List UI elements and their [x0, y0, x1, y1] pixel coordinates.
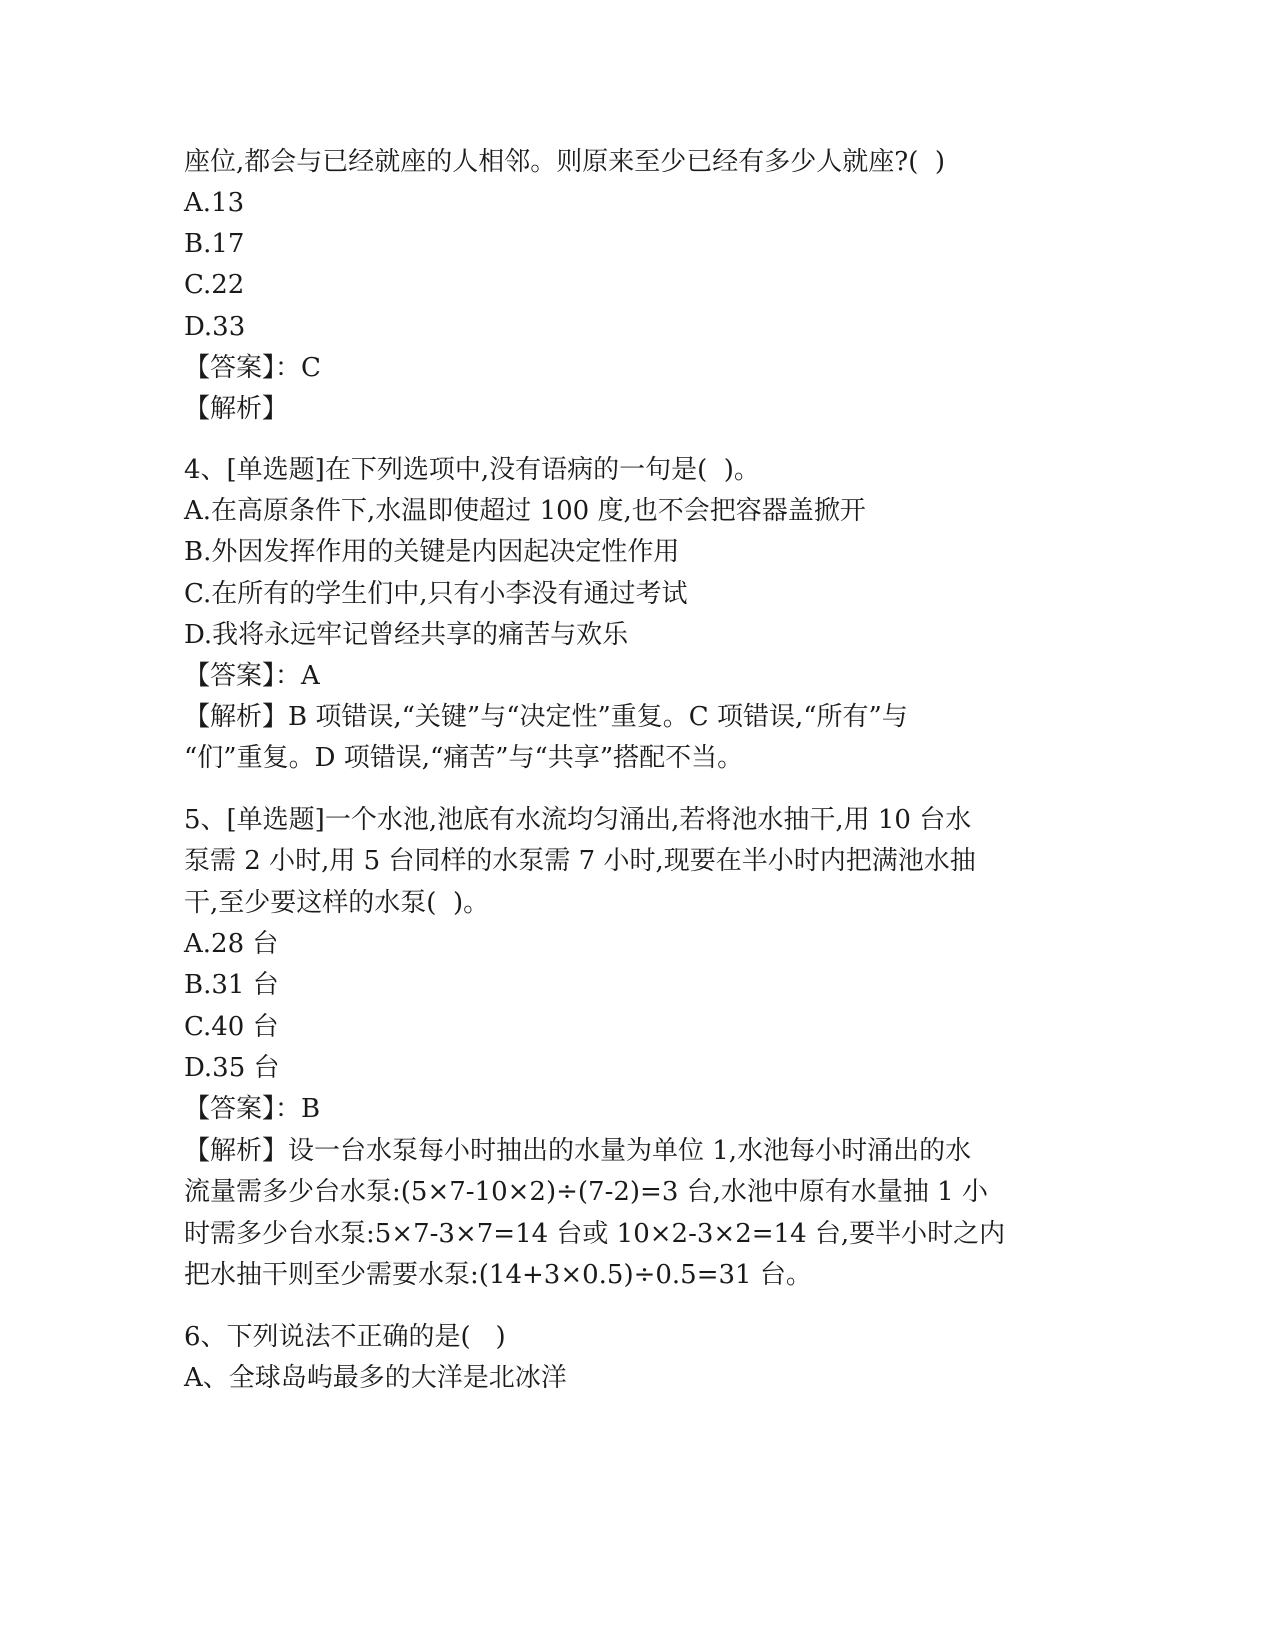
q3-option-c: C.22	[184, 270, 245, 300]
q6-option-a: A、全球岛屿最多的大洋是北冰洋	[184, 1363, 567, 1393]
q4-option-c: C.在所有的学生们中,只有小李没有通过考试	[184, 579, 688, 609]
q4-stem: 4、[单选题]在下列选项中,没有语病的一句是( )。	[184, 455, 760, 485]
q5-option-a: A.28 台	[184, 929, 279, 959]
q5-option-d: D.35 台	[184, 1053, 280, 1083]
q5-analysis-line-4: 把水抽干则至少需要水泵:(14+3×0.5)÷0.5=31 台。	[184, 1260, 812, 1290]
q5-option-b: B.31 台	[184, 970, 279, 1000]
q3-answer: 【答案】：C	[184, 353, 321, 383]
q5-stem-line-2: 泵需 2 小时,用 5 台同样的水泵需 7 小时,现要在半小时内把满池水抽	[184, 846, 976, 876]
q5-stem-line-3: 干,至少要这样的水泵( )。	[184, 888, 490, 918]
q5-stem-line-1: 5、[单选题]一个水池,池底有水流均匀涌出,若将池水抽干,用 10 台水	[184, 805, 972, 835]
q5-answer: 【答案】：B	[184, 1094, 321, 1124]
q5-analysis-line-2: 流量需多少台水泵:(5×7-10×2)÷(7-2)=3 台,水池中原有水量抽 1 小	[184, 1177, 988, 1207]
q4-option-d: D.我将永远牢记曾经共享的痛苦与欢乐	[184, 620, 629, 650]
q5-option-c: C.40 台	[184, 1012, 279, 1042]
q5-analysis-line-3: 时需多少台水泵:5×7-3×7=14 台或 10×2-3×2=14 台,要半小时之内	[184, 1219, 1006, 1249]
q4-answer: 【答案】：A	[184, 661, 320, 691]
q4-option-a: A.在高原条件下,水温即使超过 100 度,也不会把容器盖掀开	[184, 496, 866, 526]
q4-option-b: B.外因发挥作用的关键是内因起决定性作用	[184, 537, 680, 567]
q3-option-a: A.13	[184, 188, 245, 218]
q4-analysis-line-1: 【解析】B 项错误,“关键”与“决定性”重复。C 项错误,“所有”与	[184, 702, 908, 732]
q6-stem: 6、下列说法不正确的是( )	[184, 1322, 506, 1352]
q3-option-b: B.17	[184, 229, 245, 259]
q4-analysis-line-2: “们”重复。D 项错误,“痛苦”与“共享”搭配不当。	[184, 743, 744, 773]
q5-analysis-line-1: 【解析】设一台水泵每小时抽出的水量为单位 1,水池每小时涌出的水	[184, 1136, 972, 1166]
q3-stem-line: 座位,都会与已经就座的人相邻。则原来至少已经有多少人就座?( )	[184, 147, 946, 177]
q3-option-d: D.33	[184, 312, 246, 342]
q3-analysis: 【解析】	[184, 394, 289, 424]
